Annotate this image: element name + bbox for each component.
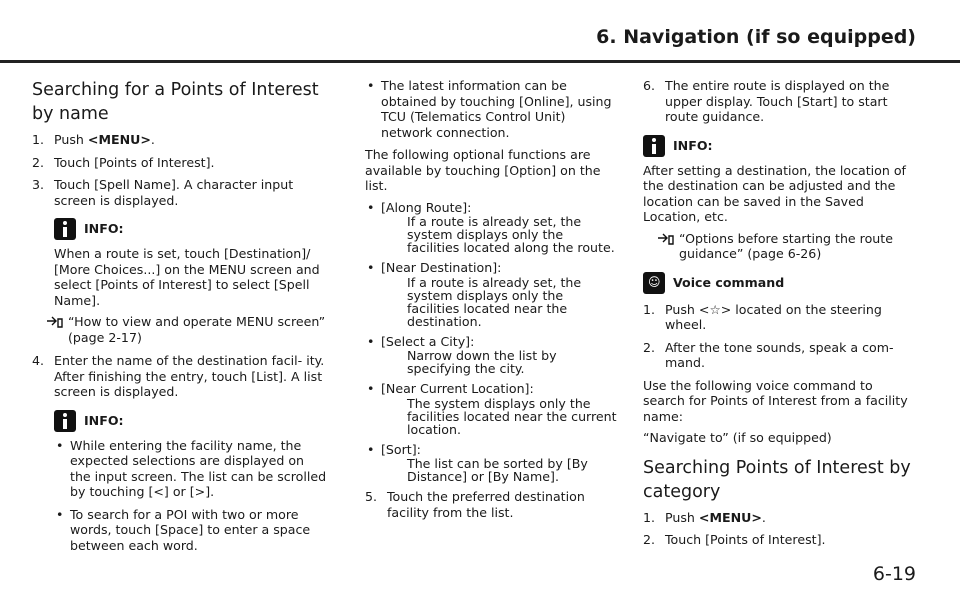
voice-command-icon: ☺ — [643, 272, 665, 294]
option-along-route: • [Along Route]: If a route is already set, the system displays only the facilities located along the route. — [365, 200, 618, 255]
section-heading-by-name: Searching for a Points of Interest by name — [32, 80, 319, 124]
step-5: 5. Touch the preferred destination facility from the list. — [365, 489, 585, 520]
step-4: 4. Enter the name of the destination facil- ity. After finishing the entry, touch [List]. A list screen is displayed. — [32, 353, 325, 399]
pointing-hand-icon — [46, 315, 64, 329]
pointing-hand-icon — [657, 232, 675, 246]
info-icon — [54, 410, 76, 432]
info-text-1: When a route is set, touch [Destination]/ [More Choices...] on the MENU screen and select [Points of Interest] to select [Spell Name]. — [54, 246, 320, 308]
voice-paragraph: Use the following voice command to search for Points of Interest from a facility name: — [643, 377, 908, 424]
voice-step-2: 2. After the tone sounds, speak a com- mand. — [643, 339, 894, 370]
cross-reference-2: “Options before starting the route guidance” (page 6-26) — [643, 231, 913, 262]
voice-step-1: 1. Push <☆> located on the steering wheel. — [643, 301, 882, 332]
category-step-2: 2. Touch [Points of Interest]. — [643, 532, 826, 547]
voice-command-header: ☺ Voice command — [643, 272, 913, 294]
talk-switch-icon: ☆ — [709, 301, 721, 317]
category-step-1: 1. Push <MENU>. — [643, 509, 766, 525]
column-1 — [32, 78, 328, 560]
step-3: 3. Touch [Spell Name]. A character input screen is displayed. — [32, 177, 294, 208]
section-heading-by-category: Searching Points of Interest by category — [643, 457, 911, 502]
options-intro: The following optional functions are available by touching [Option] on the list. — [365, 147, 601, 193]
online-bullet: • The latest information can be obtained by touching [Online], using TCU (Telematics Control Unit) network connection. — [365, 78, 618, 140]
info-bullet-1: • While entering the facility name, the expected selections are displayed on the input screen. The list can be scrolled by touching [<] or [>]. — [54, 438, 328, 500]
cross-reference-1: “How to view and operate MENU screen” (page 2-17) — [32, 314, 328, 345]
info-icon — [54, 218, 76, 240]
info-bullet-2: • To search for a POI with two or more words, touch [Space] to enter a space between each word. — [54, 507, 328, 554]
option-near-destination: • [Near Destination]: If a route is already set, the system displays only the facilities located near the destination. — [365, 260, 618, 328]
info-header-3: INFO: — [643, 135, 913, 157]
voice-command-example: “Navigate to” (if so equipped) — [643, 430, 832, 445]
step-6: 6. The entire route is displayed on the upper display. Touch [Start] to start route guidance. — [643, 78, 890, 124]
column-3 — [643, 78, 913, 555]
step-1: 1. Push <MENU>. — [32, 132, 155, 147]
column-2 — [365, 78, 618, 527]
option-near-current-location: • [Near Current Location]: The system displays only the facilities located near the current location. — [365, 381, 618, 436]
option-select-city: • [Select a City]: Narrow down the list by specifying the city. — [365, 334, 618, 376]
info-header-2: INFO: — [32, 410, 328, 432]
page-header-title: 6. Navigation (if so equipped) — [596, 26, 916, 48]
step-2: 2. Touch [Points of Interest]. — [32, 154, 215, 170]
option-sort: • [Sort]: The list can be sorted by [By Distance] or [By Name]. — [365, 442, 618, 484]
info-icon — [643, 135, 665, 157]
info-header-1: INFO: — [32, 218, 328, 240]
info-text-3: After setting a destination, the location of the destination can be adjusted and the location can be saved in the Saved Location, etc. — [643, 162, 906, 224]
page-number: 6-19 — [872, 563, 916, 585]
header-divider — [0, 60, 960, 63]
